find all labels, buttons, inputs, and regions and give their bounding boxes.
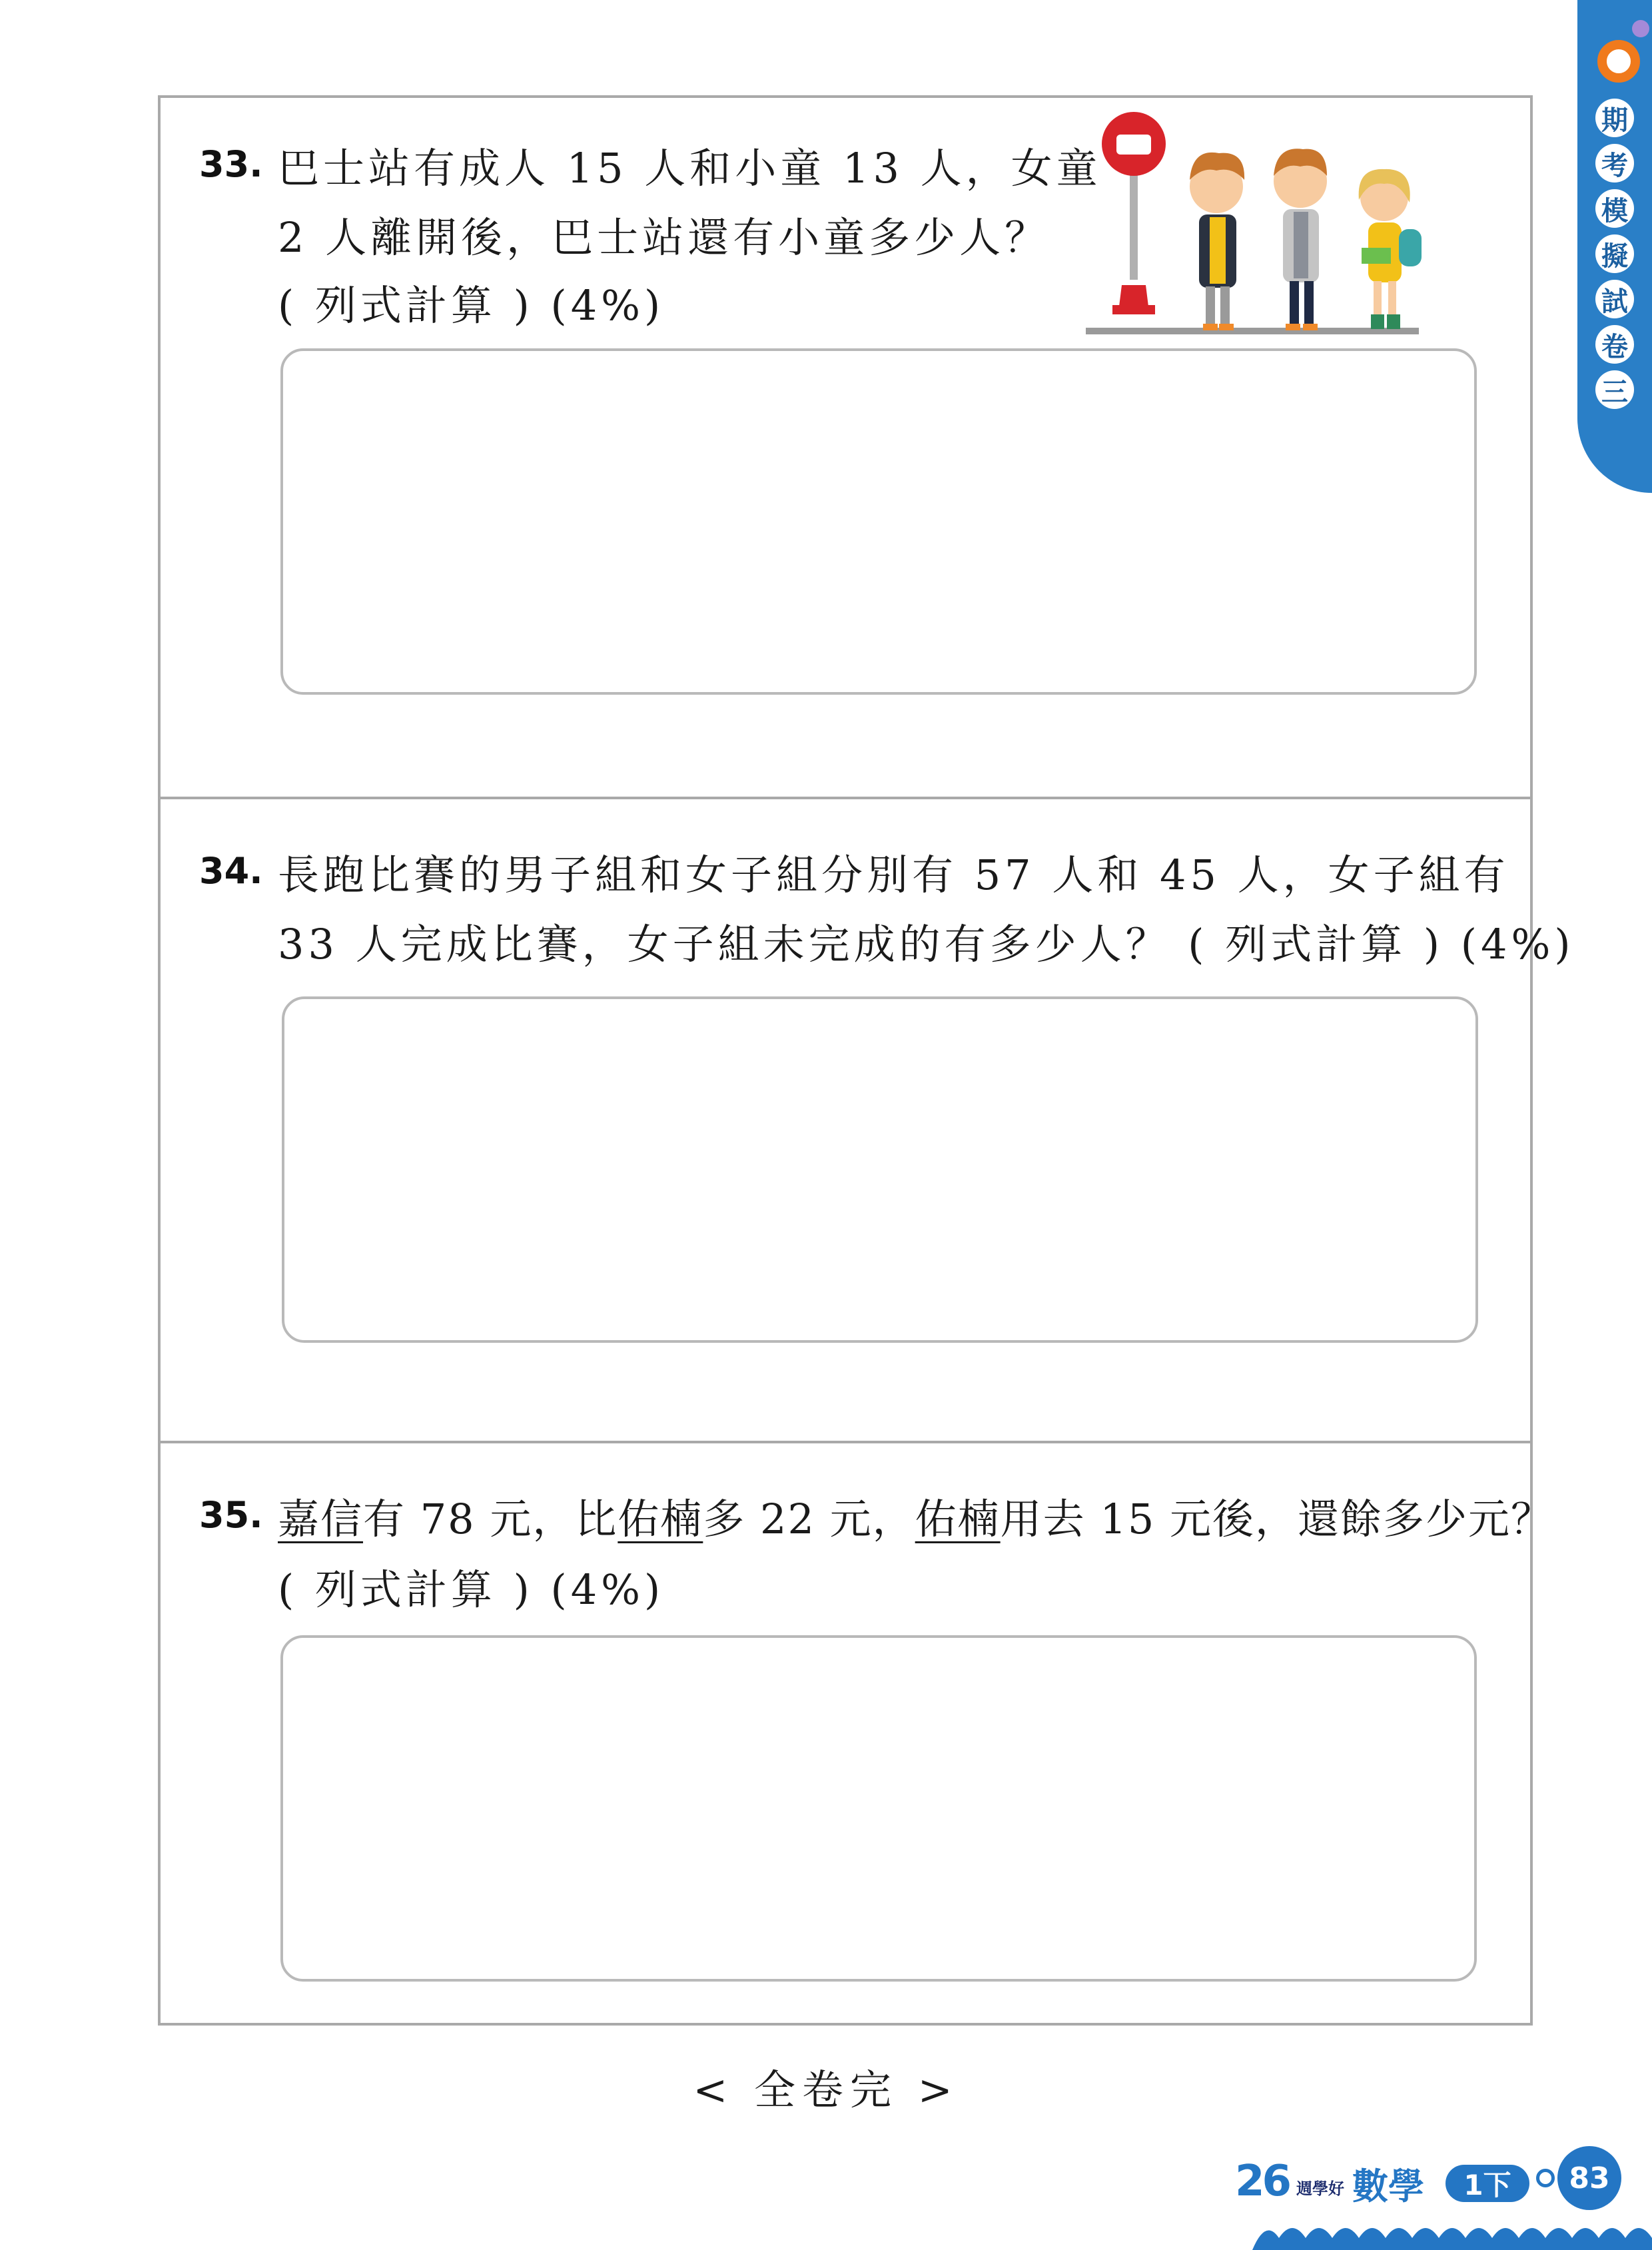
brand-logo-number: 26 [1235,2157,1290,2206]
tab-char: 考 [1595,144,1634,183]
wave-decoration [1252,2211,1652,2250]
question-text-line: 巴士站有成人 15 人和小童 13 人，女童 [278,144,1102,192]
question-text-line: 2 人離開後，巴士站還有小童多少人？ [278,213,1050,262]
answer-box-34[interactable] [282,996,1478,1343]
question-text-line: ( 列式計算 ) (4%) [278,281,665,330]
decor-dot [1632,20,1649,37]
person-name: 嘉信 [278,1495,364,1543]
exam-title-vertical [1595,99,1634,416]
tab-char: 三 [1595,370,1634,409]
decor-ring-icon [1536,2169,1555,2187]
question-number: 33. [199,143,263,185]
person-name: 佑楠 [915,1495,1001,1543]
grade-badge: 1下 [1446,2165,1529,2202]
person-name: 佑楠 [618,1495,703,1543]
question-34 [161,797,1575,1441]
tab-char: 試 [1595,280,1634,318]
bus-stop-children-illustration [1086,107,1446,346]
answer-box-35[interactable] [280,1635,1477,1982]
page-number: 83 [1557,2146,1621,2210]
orange-ring-icon [1597,40,1640,83]
question-text-line [278,1486,1553,1545]
question-text-line: 長跑比賽的男子組和女子組分別有 57 人和 45 人，女子組有 [278,851,1509,899]
tab-char: 卷 [1595,325,1634,364]
side-tab [1577,0,1652,493]
footer-brand [1232,2146,1632,2213]
text-segment: 多 22 元， [703,1495,915,1543]
question-number: 34. [199,850,263,892]
tab-char: 模 [1595,189,1634,228]
text-segment: 有 78 元，比 [363,1495,618,1543]
answer-box-33[interactable] [280,348,1477,695]
brand-logo-text: 週學好 [1296,2179,1344,2198]
tab-char: 擬 [1595,234,1634,273]
question-text-line: ( 列式計算 ) (4%) [278,1565,665,1614]
question-35 [161,1441,1553,2023]
question-text-line: 33 人完成比賽，女子組未完成的有多少人？ ( 列式計算 ) (4%) [278,920,1575,968]
question-number: 35. [199,1494,263,1536]
tab-char: 期 [1595,99,1634,137]
subject-title: 數學 [1352,2165,1424,2207]
question-sheet [158,95,1575,2026]
end-of-paper-text: < 全卷完 > [693,2065,959,2114]
text-segment: 用去 15 元後，還餘多少元？ [1000,1495,1553,1543]
